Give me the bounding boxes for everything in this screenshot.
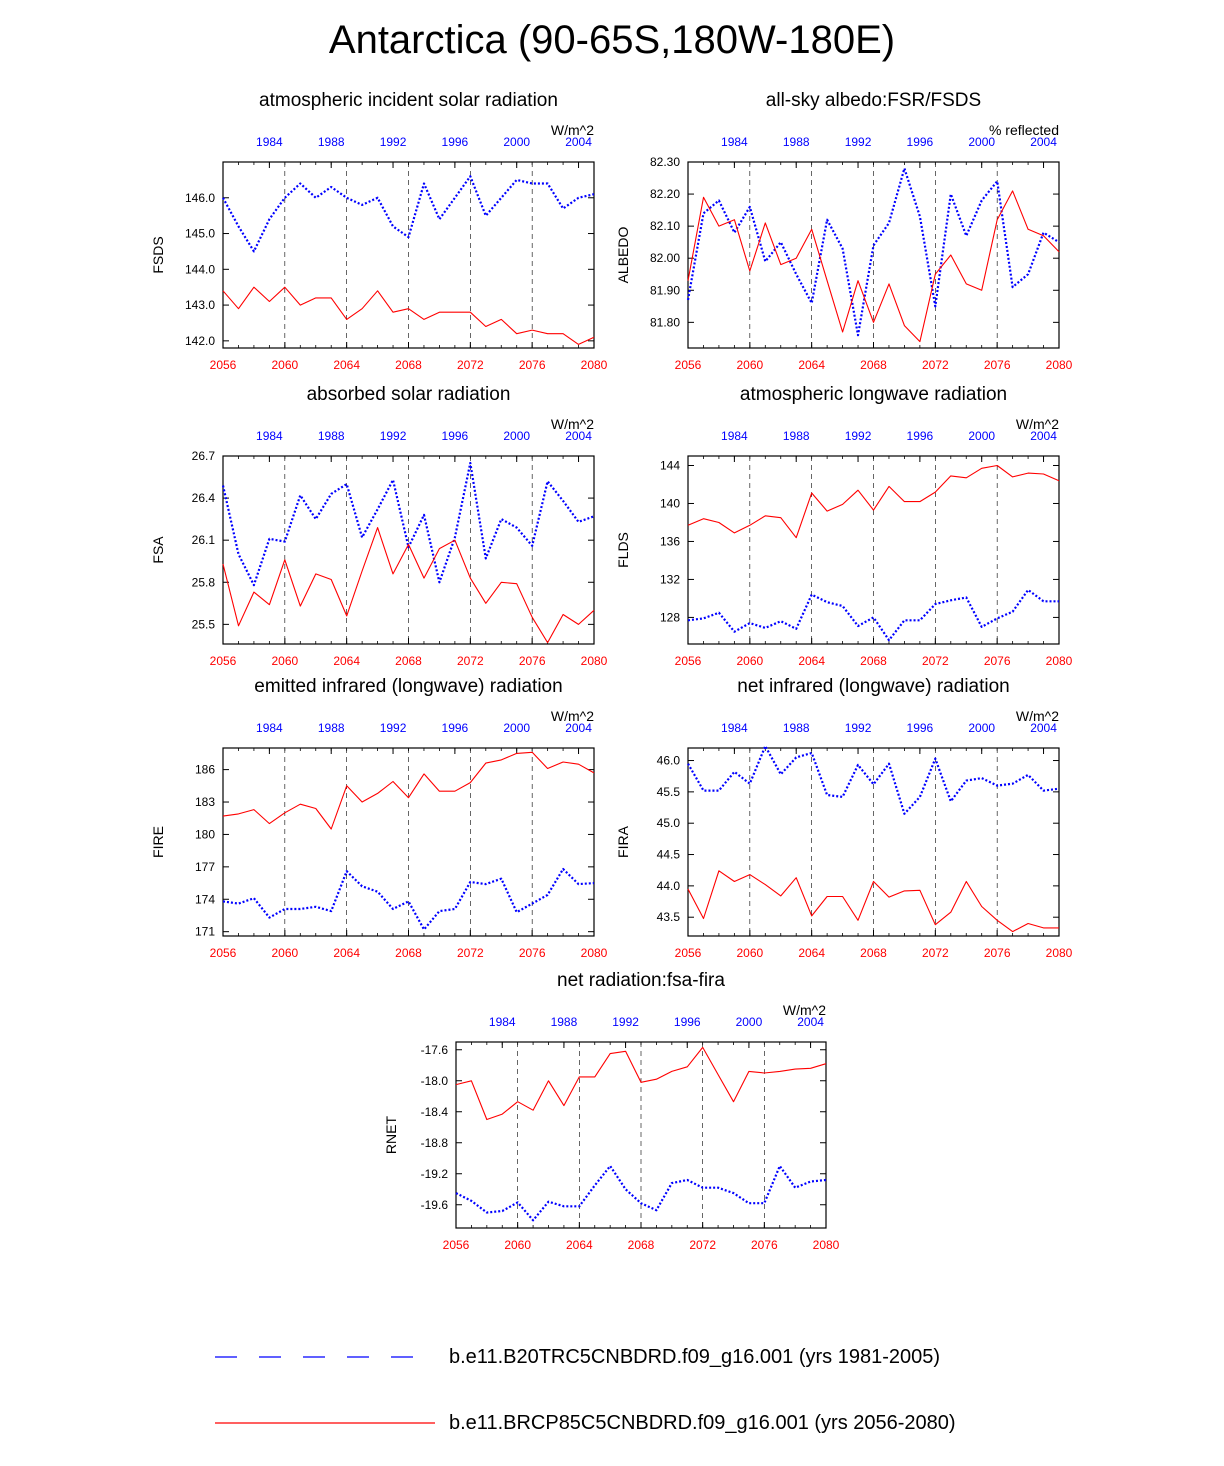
- top-tick-label: 1988: [317, 135, 345, 149]
- bottom-tick-label: 2076: [983, 946, 1011, 960]
- units-label: W/m^2: [550, 416, 594, 432]
- y-tick-label: 26.1: [191, 533, 215, 548]
- top-tick-label: 2000: [503, 135, 531, 149]
- panel-title: absorbed solar radiation: [306, 384, 511, 405]
- top-tick-label: 1988: [782, 721, 810, 735]
- bottom-tick-label: 2064: [798, 654, 826, 668]
- legend-label-model-a: b.e11.B20TRC5CNBDRD.f09_g16.001 (yrs 1981-2005): [449, 1345, 941, 1368]
- bottom-tick-label: 2072: [456, 946, 484, 960]
- bottom-tick-label: 2068: [860, 654, 887, 668]
- bottom-tick-label: 2060: [271, 358, 299, 372]
- y-tick-label: 44.0: [656, 878, 680, 893]
- legend-line-solid: [215, 1418, 435, 1428]
- series-line-model-a: [223, 176, 594, 251]
- bottom-tick-label: 2076: [518, 946, 546, 960]
- top-tick-label: 1996: [673, 1015, 701, 1029]
- top-tick-label: 2000: [968, 135, 996, 149]
- series-line-model-b: [223, 752, 594, 829]
- top-tick-label: 2000: [735, 1015, 763, 1029]
- panel-fire: [150, 676, 608, 960]
- y-tick-label: -18.8: [420, 1135, 448, 1150]
- y-tick-label: 25.5: [191, 617, 215, 632]
- bottom-tick-label: 2068: [860, 358, 887, 372]
- units-label: W/m^2: [782, 1002, 826, 1018]
- y-axis-label: FSDS: [150, 236, 166, 274]
- legend-item-model-b: [215, 1408, 956, 1438]
- bottom-tick-label: 2068: [395, 946, 422, 960]
- y-tick-label: 144.0: [184, 262, 215, 277]
- y-tick-label: 44.5: [656, 847, 680, 862]
- bottom-tick-label: 2056: [209, 358, 237, 372]
- y-tick-label: 140: [659, 496, 680, 511]
- bottom-tick-label: 2056: [209, 946, 237, 960]
- y-tick-label: 82.20: [649, 187, 680, 202]
- top-tick-label: 1996: [906, 721, 934, 735]
- bottom-tick-label: 2056: [674, 946, 702, 960]
- legend-label-model-b: b.e11.BRCP85C5CNBDRD.f09_g16.001 (yrs 2056-2080): [449, 1411, 956, 1434]
- units-label: W/m^2: [550, 122, 594, 138]
- y-tick-label: 143.0: [184, 298, 215, 313]
- panel-fsa: [150, 384, 608, 668]
- figure-title: Antarctica (90-65S,180W-180E): [328, 18, 896, 62]
- bottom-tick-label: 2072: [689, 1238, 717, 1252]
- bottom-tick-label: 2080: [1045, 654, 1073, 668]
- top-tick-label: 2004: [565, 429, 592, 443]
- top-tick-label: 1996: [441, 135, 469, 149]
- series-line-model-a: [688, 590, 1059, 640]
- y-tick-label: 81.90: [649, 283, 680, 298]
- bottom-tick-label: 2064: [798, 946, 826, 960]
- bottom-tick-label: 2060: [736, 946, 764, 960]
- y-axis-label: FLDS: [615, 532, 631, 568]
- y-tick-label: 186: [194, 762, 215, 777]
- panel-title: atmospheric longwave radiation: [739, 384, 1008, 405]
- panel-title: atmospheric incident solar radiation: [259, 90, 558, 111]
- top-tick-label: 1996: [906, 135, 934, 149]
- y-tick-label: 171: [194, 924, 215, 939]
- bottom-tick-label: 2072: [456, 654, 484, 668]
- top-tick-label: 2004: [1030, 429, 1057, 443]
- bottom-tick-label: 2080: [812, 1238, 840, 1252]
- y-tick-label: -19.2: [420, 1166, 448, 1181]
- bottom-tick-label: 2056: [674, 358, 702, 372]
- bottom-tick-label: 2068: [860, 946, 887, 960]
- top-tick-label: 2004: [565, 135, 592, 149]
- units-label: W/m^2: [550, 708, 594, 724]
- y-tick-label: -18.4: [420, 1104, 448, 1119]
- top-tick-label: 1984: [256, 135, 283, 149]
- bottom-tick-label: 2076: [983, 654, 1011, 668]
- y-axis-label: FSA: [150, 536, 166, 564]
- y-tick-label: 45.5: [656, 784, 680, 799]
- panel-title: net infrared (longwave) radiation: [737, 676, 1010, 697]
- y-tick-label: 82.30: [649, 155, 680, 169]
- y-tick-label: -18.0: [420, 1073, 448, 1088]
- top-tick-label: 1984: [721, 721, 748, 735]
- bottom-tick-label: 2068: [395, 654, 422, 668]
- panel-rnet: [383, 970, 840, 1252]
- bottom-tick-label: 2060: [271, 654, 299, 668]
- units-label: W/m^2: [1015, 708, 1059, 724]
- top-tick-label: 1988: [782, 135, 810, 149]
- panel-albedo: [615, 90, 1073, 372]
- bottom-tick-label: 2068: [627, 1238, 655, 1252]
- bottom-tick-label: 2056: [442, 1238, 470, 1252]
- top-tick-label: 2004: [1030, 721, 1057, 735]
- top-tick-label: 1984: [256, 721, 283, 735]
- top-tick-label: 2000: [968, 429, 996, 443]
- y-axis-label: ALBEDO: [615, 226, 631, 284]
- panel-flds: [615, 384, 1073, 668]
- top-tick-label: 1992: [379, 135, 407, 149]
- top-tick-label: 1992: [844, 721, 872, 735]
- top-tick-label: 2000: [503, 429, 531, 443]
- bottom-tick-label: 2080: [580, 654, 608, 668]
- top-tick-label: 1984: [256, 429, 283, 443]
- top-tick-label: 1988: [317, 429, 345, 443]
- top-tick-label: 2004: [797, 1015, 824, 1029]
- bottom-tick-label: 2072: [921, 358, 949, 372]
- bottom-tick-label: 2072: [456, 358, 484, 372]
- y-axis-label: FIRA: [615, 826, 631, 858]
- y-tick-label: 144: [659, 458, 680, 473]
- top-tick-label: 1984: [721, 135, 748, 149]
- bottom-tick-label: 2076: [518, 654, 546, 668]
- top-tick-label: 1996: [441, 429, 469, 443]
- bottom-tick-label: 2076: [983, 358, 1011, 372]
- bottom-tick-label: 2080: [1045, 358, 1073, 372]
- y-tick-label: 46.0: [656, 753, 680, 768]
- y-axis-label: RNET: [383, 1115, 399, 1155]
- y-tick-label: -19.6: [420, 1197, 448, 1212]
- top-tick-label: 1996: [441, 721, 469, 735]
- y-tick-label: 26.7: [191, 449, 215, 463]
- units-label: W/m^2: [1015, 416, 1059, 432]
- top-tick-label: 1984: [488, 1015, 516, 1029]
- top-tick-label: 1992: [844, 135, 872, 149]
- bottom-tick-label: 2056: [674, 654, 702, 668]
- y-tick-label: 177: [194, 859, 215, 874]
- top-tick-label: 1992: [379, 721, 407, 735]
- top-tick-label: 1996: [906, 429, 934, 443]
- bottom-tick-label: 2056: [209, 654, 237, 668]
- units-label: % reflected: [988, 122, 1059, 138]
- panel-fira: [615, 676, 1073, 960]
- y-tick-label: 183: [194, 795, 215, 810]
- top-tick-label: 1992: [844, 429, 872, 443]
- bottom-tick-label: 2072: [921, 654, 949, 668]
- y-tick-label: 43.5: [656, 910, 680, 925]
- top-tick-label: 2000: [503, 721, 531, 735]
- y-tick-label: -17.6: [420, 1042, 448, 1057]
- y-tick-label: 180: [194, 827, 215, 842]
- bottom-tick-label: 2076: [750, 1238, 778, 1252]
- bottom-tick-label: 2076: [518, 358, 546, 372]
- top-tick-label: 1992: [612, 1015, 639, 1029]
- bottom-tick-label: 2060: [736, 358, 764, 372]
- y-tick-label: 146.0: [184, 190, 215, 205]
- bottom-tick-label: 2080: [580, 358, 608, 372]
- bottom-tick-label: 2072: [921, 946, 949, 960]
- y-tick-label: 25.8: [191, 575, 215, 590]
- bottom-tick-label: 2080: [580, 946, 608, 960]
- y-tick-label: 136: [659, 534, 680, 549]
- y-tick-label: 82.10: [649, 219, 680, 234]
- panel-title: net radiation:fsa-fira: [557, 970, 725, 991]
- top-tick-label: 1988: [550, 1015, 578, 1029]
- top-tick-label: 1988: [782, 429, 810, 443]
- top-tick-label: 2000: [968, 721, 996, 735]
- legend-item-model-a: [215, 1342, 940, 1372]
- bottom-tick-label: 2064: [333, 358, 361, 372]
- top-tick-label: 1988: [317, 721, 345, 735]
- top-tick-label: 2004: [1030, 135, 1057, 149]
- bottom-tick-label: 2064: [333, 946, 361, 960]
- series-line-model-a: [456, 1166, 826, 1220]
- bottom-tick-label: 2080: [1045, 946, 1073, 960]
- y-tick-label: 132: [659, 572, 680, 587]
- y-tick-label: 128: [659, 610, 680, 625]
- y-tick-label: 45.0: [656, 816, 680, 831]
- y-tick-label: 142.0: [184, 333, 215, 348]
- top-tick-label: 2004: [565, 721, 592, 735]
- y-tick-label: 81.80: [649, 315, 680, 330]
- y-tick-label: 26.4: [191, 491, 215, 506]
- top-tick-label: 1992: [379, 429, 407, 443]
- y-tick-label: 174: [194, 892, 215, 907]
- bottom-tick-label: 2064: [333, 654, 361, 668]
- panel-title: emitted infrared (longwave) radiation: [254, 676, 563, 697]
- y-tick-label: 82.00: [649, 251, 680, 266]
- bottom-tick-label: 2060: [736, 654, 764, 668]
- y-tick-label: 145.0: [184, 226, 215, 241]
- y-axis-label: FIRE: [150, 826, 166, 858]
- bottom-tick-label: 2064: [565, 1238, 593, 1252]
- legend-line-dashed: [215, 1352, 435, 1362]
- top-tick-label: 1984: [721, 429, 748, 443]
- bottom-tick-label: 2068: [395, 358, 422, 372]
- panel-title: all-sky albedo:FSR/FSDS: [765, 90, 982, 111]
- panel-fsds: [150, 90, 608, 372]
- bottom-tick-label: 2060: [271, 946, 299, 960]
- bottom-tick-label: 2064: [798, 358, 826, 372]
- bottom-tick-label: 2060: [504, 1238, 532, 1252]
